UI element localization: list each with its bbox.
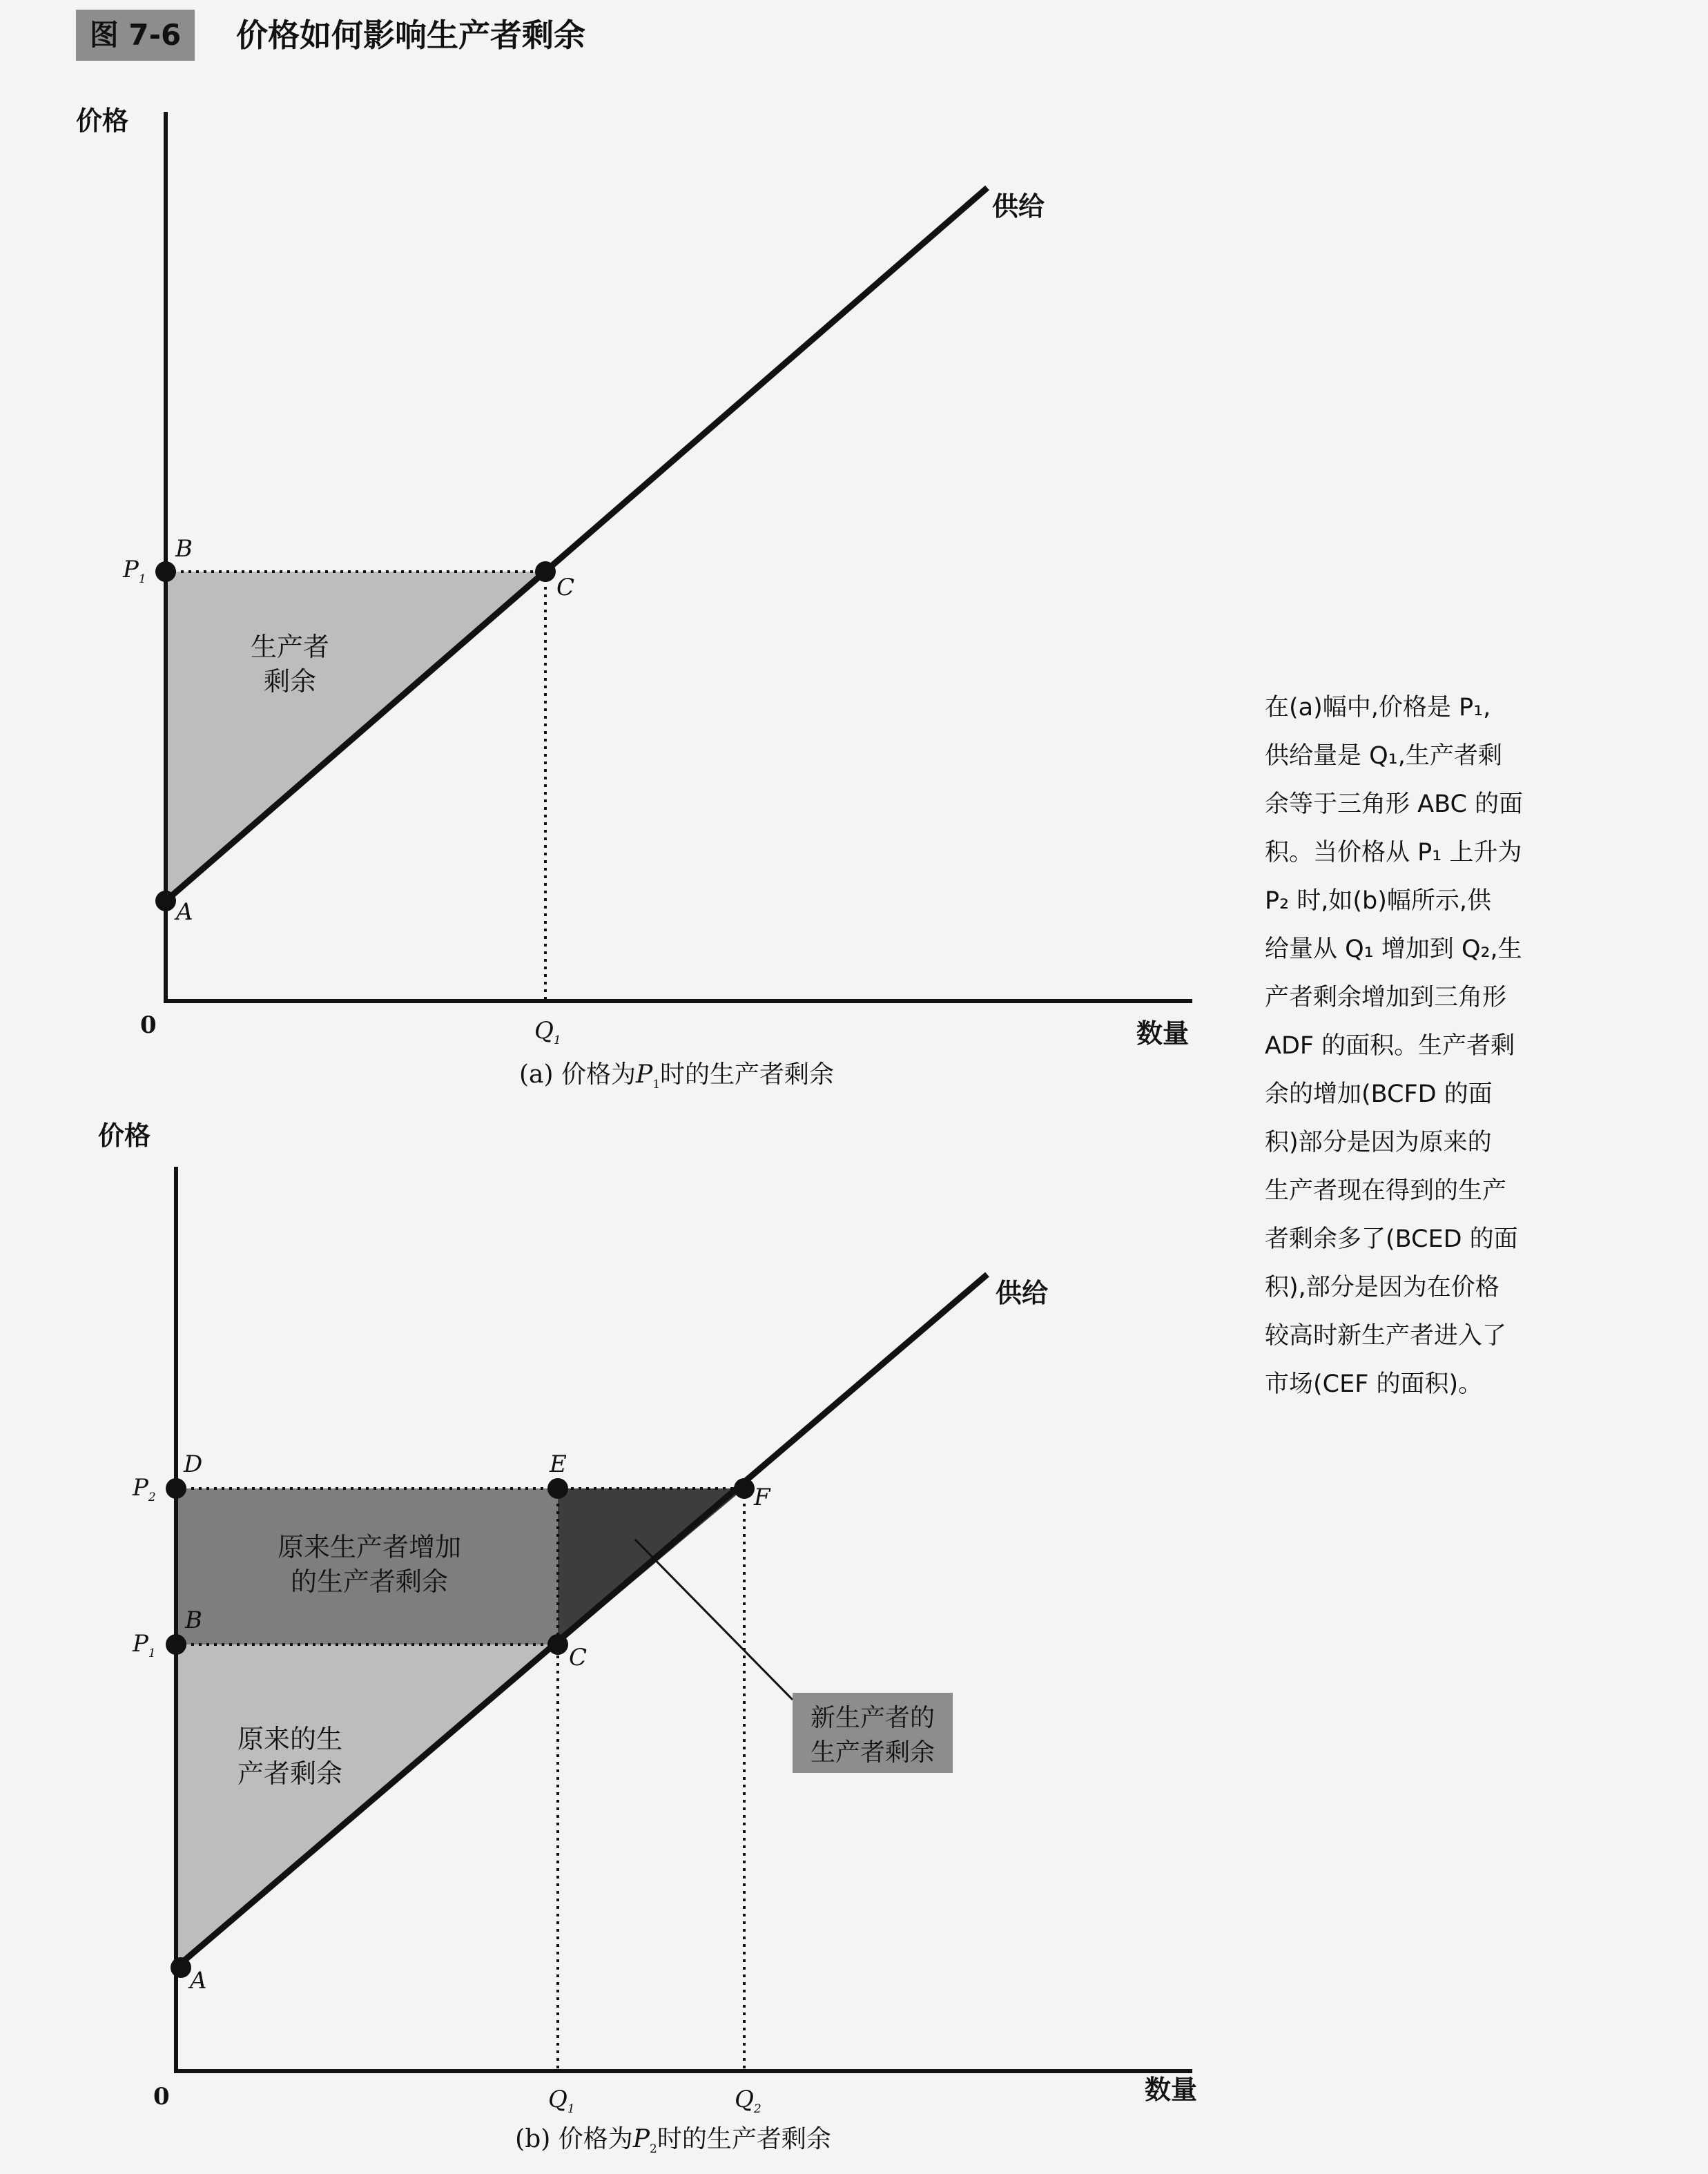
panel-a-origin-label: 0 xyxy=(140,1011,157,1039)
side-note-line: 积。当价格从 P₁ 上升为 xyxy=(1265,839,1522,866)
panel-b-origin-label: 0 xyxy=(153,2083,170,2110)
panel-b-quantity-q2-label: $Q_2$ xyxy=(735,2086,761,2116)
panel-a-quantity-q1-label: $Q_1$ xyxy=(534,1017,561,1047)
panel-a-price-p1-label: $P_1$ xyxy=(123,556,146,586)
panel-b-increase-label-line-1: 原来生产者增加 xyxy=(277,1532,462,1562)
panel-a-surplus-label-line-2: 剩余 xyxy=(263,666,317,697)
figure-number-tag: 图 7-6 xyxy=(76,10,195,61)
panel-a-point-b-label: B xyxy=(175,535,193,563)
panel-b-new-producers-label-line-1: 新生产者的 xyxy=(810,1704,935,1732)
panel-b-supply-label: 供给 xyxy=(996,1277,1049,1308)
panel-b-point-f-label: F xyxy=(754,1484,770,1511)
panel-b-point-c-marker xyxy=(547,1634,568,1655)
side-note-line: 给量从 Q₁ 增加到 Q₂,生 xyxy=(1265,935,1522,963)
panel-b-increase-label-line-2: 的生产者剩余 xyxy=(290,1566,449,1597)
side-note-line: 者剩余多了(BCED 的面 xyxy=(1265,1225,1518,1253)
side-note-line: 较高时新生产者进入了 xyxy=(1265,1322,1507,1350)
side-note-line: 积),部分是因为在价格 xyxy=(1265,1274,1500,1301)
panel-a xyxy=(76,105,1192,1091)
side-note-line: 供给量是 Q₁,生产者剩 xyxy=(1265,742,1502,770)
panel-a-surplus-label-line-1: 生产者 xyxy=(250,632,330,662)
panel-a-y-axis-label: 价格 xyxy=(76,105,129,136)
panel-a-x-axis-label: 数量 xyxy=(1136,1018,1190,1049)
side-note-line: 生产者现在得到的生产 xyxy=(1265,1177,1507,1205)
panel-a-point-a-marker xyxy=(155,891,176,911)
panel-b-new-producers-pointer-line xyxy=(635,1540,793,1700)
side-note-line: 在(a)幅中,价格是 P₁, xyxy=(1265,694,1491,721)
side-note xyxy=(1265,683,1534,1408)
panel-b-point-d-marker xyxy=(166,1478,186,1499)
side-note-line: 余的增加(BCFD 的面 xyxy=(1265,1080,1493,1108)
side-note-line: ADF 的面积。生产者剩 xyxy=(1265,1032,1515,1060)
side-note-line: 市场(CEF 的面积)。 xyxy=(1265,1370,1483,1398)
panel-b-point-b-marker xyxy=(166,1634,186,1655)
panel-b-caption: (b) 价格为$P_2$时的生产者剩余 xyxy=(515,2125,831,2156)
panel-b-point-a-marker xyxy=(171,1957,191,1978)
panel-a-point-a-label: A xyxy=(176,898,193,926)
side-note-line: 产者剩余增加到三角形 xyxy=(1265,984,1507,1011)
panel-b-original-label-line-2: 产者剩余 xyxy=(237,1758,343,1789)
side-note-line: 余等于三角形 ABC 的面 xyxy=(1265,790,1524,818)
panel-a-caption: (a) 价格为$P_1$时的生产者剩余 xyxy=(518,1060,835,1091)
panel-b-original-label-line-1: 原来的生 xyxy=(237,1724,343,1754)
panel-b-point-e-marker xyxy=(547,1478,568,1499)
panel-b-point-a-label: A xyxy=(190,1967,207,1995)
panel-b-point-b-label: B xyxy=(185,1607,202,1634)
panel-b-point-d-label: D xyxy=(184,1450,203,1478)
panel-b-new-producers-label-line-2: 生产者剩余 xyxy=(810,1738,935,1767)
panel-b-x-axis-label: 数量 xyxy=(1145,2074,1198,2105)
panel-b xyxy=(98,1120,1197,2156)
panel-b-point-c-label: C xyxy=(569,1644,588,1671)
panel-b-price-p2-label: $P_2$ xyxy=(133,1474,156,1504)
figure-title: 价格如何影响生产者剩余 xyxy=(236,17,585,54)
panel-b-point-e-label: E xyxy=(550,1450,567,1478)
panel-a-point-c-marker xyxy=(535,561,556,582)
side-note-line: P₂ 时,如(b)幅所示,供 xyxy=(1265,887,1492,915)
panel-a-point-c-label: C xyxy=(556,574,575,601)
side-note-line: 积)部分是因为原来的 xyxy=(1265,1129,1492,1156)
panel-b-y-axis-label: 价格 xyxy=(98,1120,151,1151)
panel-b-quantity-q1-label: $Q_1$ xyxy=(548,2086,575,2116)
panel-b-point-f-marker xyxy=(734,1478,755,1499)
panel-b-price-p1-label: $P_1$ xyxy=(133,1630,156,1660)
panel-a-supply-line xyxy=(166,188,987,901)
panel-a-point-b-marker xyxy=(155,561,176,582)
panel-a-supply-label: 供给 xyxy=(992,191,1045,222)
